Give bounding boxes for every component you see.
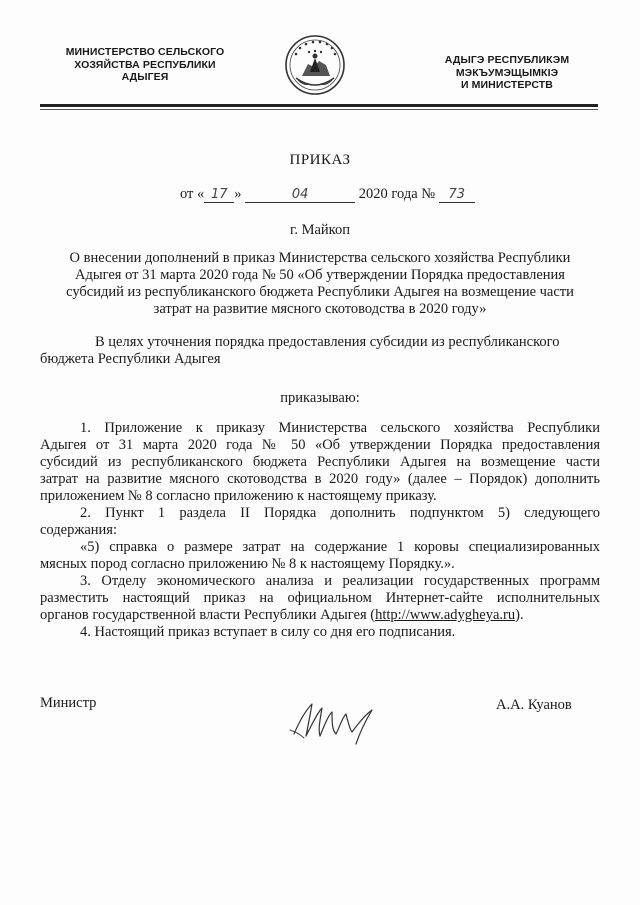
item-3-text: органов государственной власти Республики Адыгея ( xyxy=(40,607,376,623)
header-left-line: МИНИСТЕРСТВО СЕЛЬСКОГО xyxy=(65,46,225,58)
item-2-quote-line: «5) справка о размере затрат на содержание 1 коровы специализированных xyxy=(80,539,600,555)
item-3-text-end: ). xyxy=(515,607,524,623)
header-right-line: МЭКЪУМЭЩЫМКIЭ xyxy=(455,66,559,79)
header-right-line: АДЫГЭ РЕСПУБЛИКЭМ xyxy=(444,54,570,66)
preamble xyxy=(40,334,600,368)
preamble-line: В целях уточнения порядка предоставления субсидии из республиканского xyxy=(95,334,560,350)
order-subject xyxy=(40,250,600,318)
item-1-line: субсидий из республиканского бюджета Республики Адыгея на возмещение части xyxy=(40,454,600,470)
date-prefix: от « xyxy=(180,186,205,202)
item-3-line: 3. Отделу экономического анализа и реализации государственных программ xyxy=(80,573,600,589)
signatory-name: А.А. Куанов xyxy=(496,697,572,713)
item-2-line: содержания: xyxy=(40,522,118,538)
order-items xyxy=(40,420,600,641)
order-year-label: 2020 года № xyxy=(358,186,436,202)
ministry-name-russian xyxy=(52,46,238,84)
item-1-line: Адыгея от 31 марта 2020 года № 50 «Об утверждении Порядка предоставления xyxy=(40,437,600,453)
ministry-name-adyghe xyxy=(420,54,594,92)
item-2-line: 2. Пункт 1 раздела II Порядка дополнить подпунктом 5) следующего xyxy=(80,505,600,521)
item-4-line: 4. Настоящий приказ вступает в силу со дня его подписания. xyxy=(80,624,456,640)
subject-line: О внесении дополнений в приказ Министерства сельского хозяйства Республики xyxy=(69,250,571,266)
decree-word: приказываю: xyxy=(280,390,360,406)
order-day-handwritten: 17 xyxy=(204,187,234,203)
item-1-line: приложением № 8 согласно приложению к настоящему приказу. xyxy=(40,488,437,504)
document-title: ПРИКАЗ xyxy=(289,152,351,168)
subject-line: субсидий из республиканского бюджета Республики Адыгея на возмещение части xyxy=(66,284,574,300)
order-number-handwritten: 73 xyxy=(439,187,475,203)
order-month-handwritten: 04 xyxy=(245,187,355,203)
order-city: г. Майкоп xyxy=(290,222,350,238)
handwritten-signature xyxy=(286,690,382,750)
order-date-line xyxy=(180,186,475,203)
header-divider-thin xyxy=(40,109,598,110)
subject-line: Адыгея от 31 марта 2020 года № 50 «Об утверждении Порядка предоставления xyxy=(75,267,565,283)
website-link[interactable]: http://www.adygheya.ru xyxy=(375,607,516,623)
subject-line: затрат на развитие мясного скотоводства в 2020 году» xyxy=(153,301,487,317)
item-3-line: разместить настоящий приказ на официальном Интернет-сайте исполнительных xyxy=(40,590,600,606)
header-divider-thick xyxy=(40,104,598,107)
republic-of-adygea-coat-of-arms-icon xyxy=(284,34,346,96)
header-left-line: АДЫГЕЯ xyxy=(121,71,169,83)
item-2-quote-line: мясных пород согласно приложению № 8 к настоящему Порядку.». xyxy=(40,556,455,572)
date-quote-close: » xyxy=(234,186,242,202)
header-right-line: И МИНИСТЕРСТВ xyxy=(461,79,553,91)
item-1-line: затрат на развитие мясного скотоводства в 2020 году» (далее – Порядок) дополнить xyxy=(40,471,600,487)
header-left-line: ХОЗЯЙСТВА РЕСПУБЛИКИ xyxy=(74,58,216,71)
item-1-line: 1. Приложение к приказу Министерства сельского хозяйства Республики xyxy=(80,420,600,436)
preamble-line: бюджета Республики Адыгея xyxy=(40,351,221,367)
item-3-line xyxy=(40,607,600,624)
signatory-title: Министр xyxy=(40,695,97,711)
